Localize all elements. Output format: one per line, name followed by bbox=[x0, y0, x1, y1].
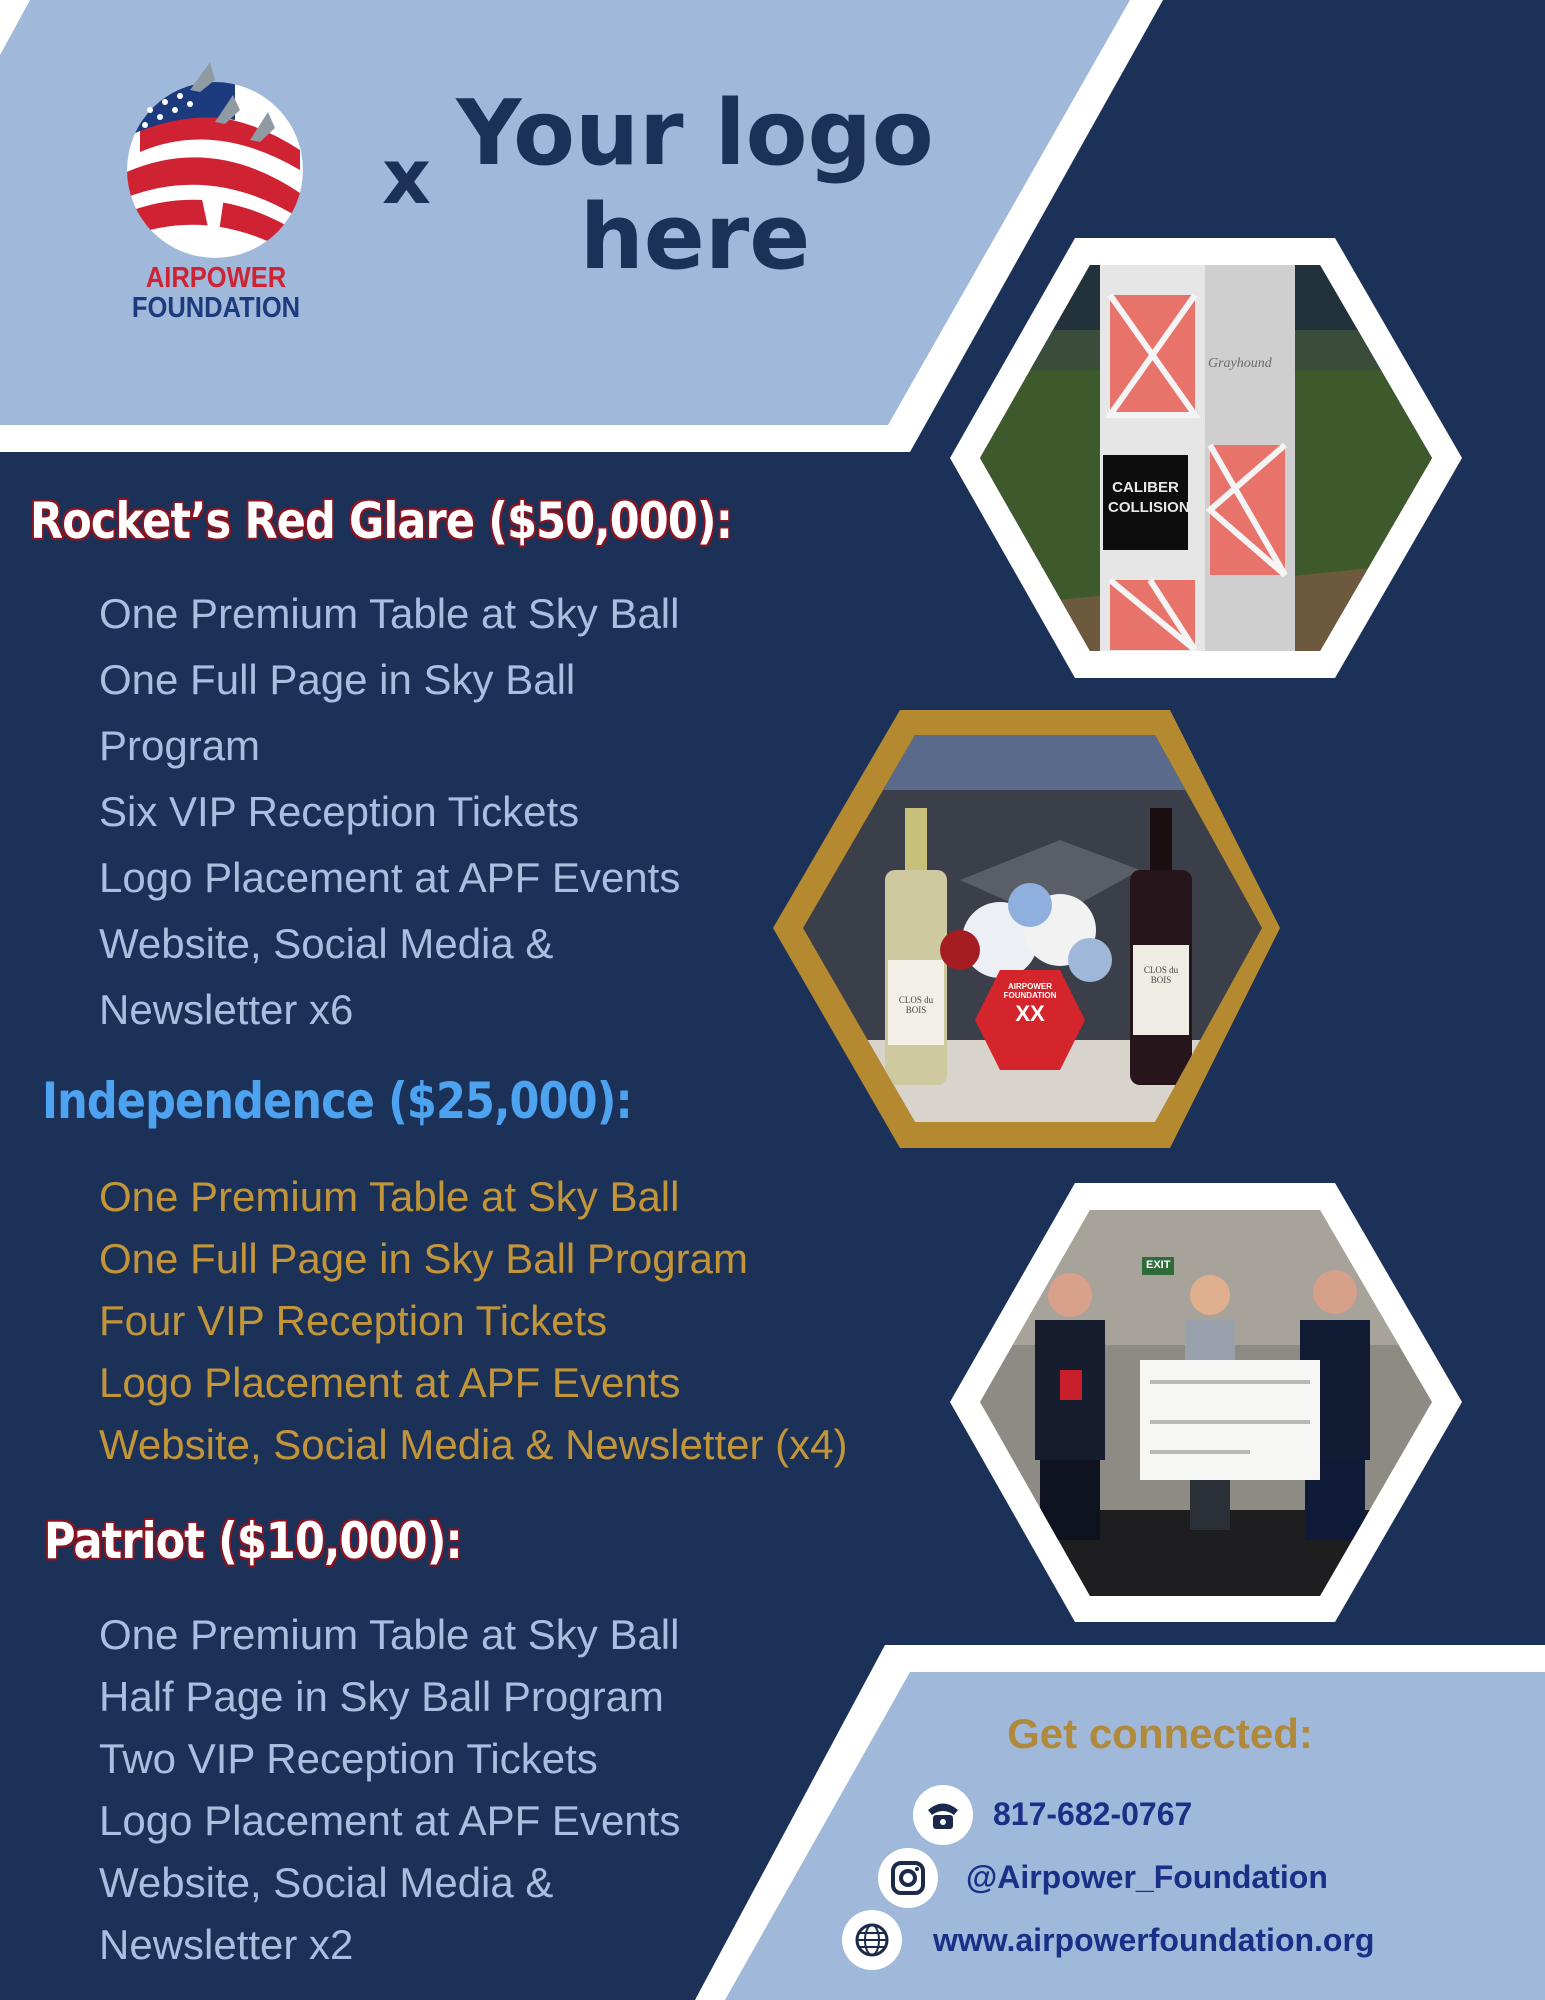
benefit-item: One Full Page in Sky Ball Program bbox=[99, 1235, 748, 1282]
photo2-centerpiece-roman: XX bbox=[1015, 1001, 1045, 1026]
photo2-centerpiece-line1: AIRPOWER bbox=[1008, 982, 1052, 991]
phone-icon bbox=[913, 1785, 973, 1845]
benefit-item: Two VIP Reception Tickets bbox=[99, 1735, 598, 1782]
tier-title-rockets-red-glare: Rocket’s Red Glare ($50,000): bbox=[30, 492, 733, 550]
tier-benefits-patriot bbox=[99, 1604, 680, 1976]
photo1-sign-line2: COLLISION bbox=[1108, 499, 1190, 516]
benefit-item: Logo Placement at APF Events bbox=[99, 854, 681, 901]
contact-title: Get connected: bbox=[1007, 1710, 1313, 1757]
benefit-item: One Premium Table at Sky Ball bbox=[99, 590, 680, 637]
tier-benefits-rockets-red-glare bbox=[99, 581, 680, 1043]
benefit-item: Website, Social Media & bbox=[99, 920, 554, 967]
tier-title-independence: Independence ($25,000): bbox=[42, 1072, 632, 1130]
phone-link[interactable]: 817-682-0767 bbox=[993, 1796, 1193, 1832]
times-symbol: x bbox=[382, 132, 432, 221]
website-link[interactable]: www.airpowerfoundation.org bbox=[933, 1922, 1375, 1958]
benefit-item: Newsletter x2 bbox=[99, 1921, 354, 1968]
benefit-item: Website, Social Media & bbox=[99, 1859, 554, 1906]
benefit-item: One Premium Table at Sky Ball bbox=[99, 1173, 680, 1220]
org-name-line1: AIRPOWER bbox=[145, 262, 287, 294]
benefit-item: One Full Page in Sky Ball bbox=[99, 656, 576, 703]
benefit-item: Six VIP Reception Tickets bbox=[99, 788, 580, 835]
instagram-icon[interactable] bbox=[878, 1848, 938, 1908]
photo2-wine-label-right: CLOS du BOIS bbox=[1143, 965, 1179, 985]
org-name-line2: FOUNDATION bbox=[131, 292, 301, 324]
benefit-item: Program bbox=[99, 722, 261, 769]
tier-title-patriot: Patriot ($10,000): bbox=[44, 1512, 462, 1570]
benefit-item: One Premium Table at Sky Ball bbox=[99, 1611, 680, 1658]
benefit-item: Half Page in Sky Ball Program bbox=[99, 1673, 664, 1720]
photo1-brand: Grayhound bbox=[1208, 356, 1272, 371]
logo-placeholder bbox=[440, 82, 950, 290]
benefit-item: Website, Social Media & Newsletter (x4) bbox=[99, 1421, 848, 1468]
benefit-item: Logo Placement at APF Events bbox=[99, 1797, 681, 1844]
instagram-link[interactable]: @Airpower_Foundation bbox=[966, 1859, 1328, 1895]
benefit-item: Four VIP Reception Tickets bbox=[99, 1297, 608, 1344]
photo3-exit-sign: EXIT bbox=[1146, 1259, 1171, 1271]
photo1-sign-text bbox=[1108, 478, 1190, 518]
tier-benefits-independence bbox=[99, 1166, 848, 1476]
globe-icon[interactable] bbox=[842, 1910, 902, 1970]
benefit-item: Newsletter x6 bbox=[99, 986, 354, 1033]
logo-placeholder-line2: here bbox=[579, 185, 811, 290]
benefit-item: Logo Placement at APF Events bbox=[99, 1359, 681, 1406]
photo2-centerpiece-line2: FOUNDATION bbox=[1003, 991, 1057, 1000]
photo1-sign-line1: CALIBER bbox=[1112, 479, 1179, 496]
photo2-wine-label-left: CLOS du BOIS bbox=[898, 995, 934, 1015]
logo-placeholder-line1: Your logo bbox=[456, 81, 934, 186]
photo2-centerpiece bbox=[985, 982, 1075, 1028]
